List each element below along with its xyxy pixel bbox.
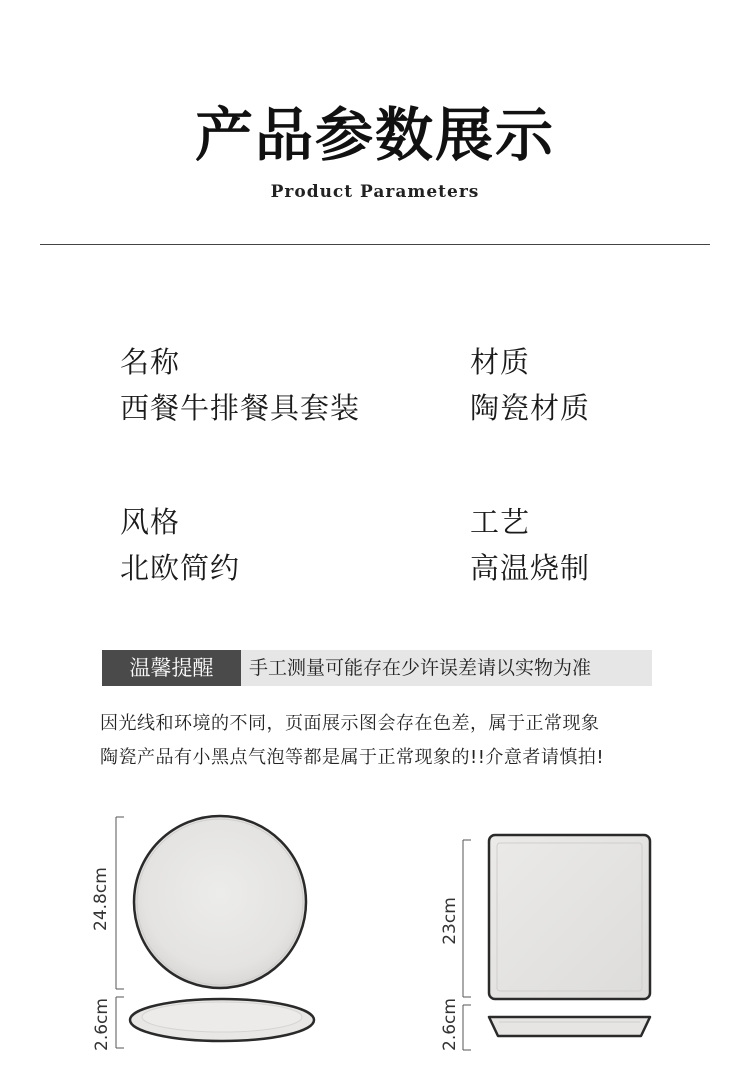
square-plate-image — [455, 825, 660, 1060]
page-title: 产品参数展示 — [194, 101, 555, 169]
param-style — [120, 504, 240, 586]
round-height-label: 2.6cm — [92, 998, 112, 1051]
notice-bar — [102, 650, 652, 686]
page-subtitle: Product Parameters — [270, 182, 480, 202]
square-width-label: 23cm — [440, 897, 460, 945]
notice-tag: 温馨提醒 — [102, 650, 241, 686]
param-value: 北欧简约 — [120, 551, 241, 585]
param-label: 材质 — [470, 345, 531, 379]
notice-line: 因光线和环境的不同，页面展示图会存在色差，属于正常现象 — [100, 713, 600, 734]
param-value: 高温烧制 — [470, 551, 591, 585]
divider — [40, 244, 710, 245]
param-value: 西餐牛排餐具套装 — [120, 391, 361, 425]
param-name — [120, 344, 360, 426]
notice-line: 陶瓷产品有小黑点气泡等都是属于正常现象的!!介意者请慎拍! — [100, 747, 605, 768]
param-craft — [470, 504, 590, 586]
param-material — [470, 344, 590, 426]
round-diameter-label: 24.8cm — [91, 867, 111, 931]
param-label: 风格 — [120, 505, 181, 539]
param-value: 陶瓷材质 — [470, 391, 591, 425]
round-plate-image — [110, 805, 325, 1055]
param-label: 名称 — [120, 345, 181, 379]
param-label: 工艺 — [470, 505, 531, 539]
notice-text: 手工测量可能存在少许误差请以实物为准 — [249, 657, 592, 679]
square-height-label: 2.6cm — [440, 998, 460, 1051]
